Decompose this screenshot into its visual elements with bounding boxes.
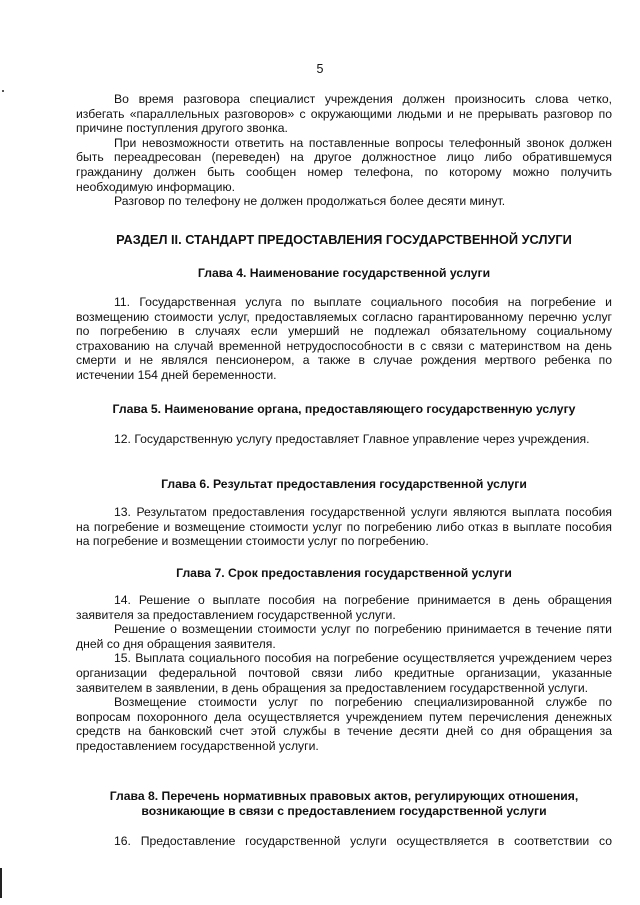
chapter-8-title-line2: возникающие в связи с предоставлением государственной услуги: [141, 804, 547, 818]
paragraph-14: 14. Решение о выплате пособия на погребение принимается в день обращения заявителя за предоставлением государственной услуги.: [76, 593, 612, 622]
paragraph: При невозможности ответить на поставленные вопросы телефонный звонок должен быть переадресован (переведен) на другое должностное лицо либо обратившемуся гражданину должен быть сообщен номер телефона, по которому можно получить необходимую информацию.: [76, 135, 612, 194]
chapter-6-title: Глава 6. Результат предоставления государственной услуги: [161, 477, 527, 491]
section-title: РАЗДЕЛ II. СТАНДАРТ ПРЕДОСТАВЛЕНИЯ ГОСУДАРСТВЕННОЙ УСЛУГИ: [116, 232, 572, 247]
scan-edge-line: [0, 868, 2, 898]
paragraph-speech: [76, 92, 612, 209]
chapter-5-title: Глава 5. Наименование органа, предоставляющего государственную услугу: [112, 402, 576, 416]
chapter-8-title: [76, 789, 612, 819]
paragraph-16: 16. Предоставление государственной услуги осуществляется в соответствии со: [114, 834, 612, 848]
paragraph: Возмещение стоимости услуг по погребению специализированной службе по вопросам похоронного дела осуществляется учреждением путем перечисления денежных средств на банковский счет этой службы в течение десяти дней со дня обращения за предоставлением государственной услуги.: [76, 695, 612, 753]
paragraph: Разговор по телефону не должен продолжаться более десяти минут.: [114, 194, 506, 209]
paragraph-13: 13. Результатом предоставления государственной услуги являются выплата пособия на погребение и возмещение стоимости услуг по погребению либо отказ в выплате пособия на погребение и возмещении стоимости услуг по погребению.: [76, 505, 612, 549]
paragraph: Во время разговора специалист учреждения должен произносить слова четко, избегать «параллельных разговоров» с окружающими людьми и не прерывать разговор по причине поступления другого звонка.: [76, 92, 612, 136]
chapter-4-title: Глава 4. Наименование государственной услуги: [197, 266, 491, 280]
paragraph-12: 12. Государственную услугу предоставляет Главное управление через учреждения.: [114, 432, 590, 446]
page-number: 5: [316, 62, 324, 76]
paragraph: Решение о возмещении стоимости услуг по погребению принимается в течение пяти дней со дня обращения заявителя.: [76, 622, 612, 651]
chapter-7-title: Глава 7. Срок предоставления государственной услуги: [176, 566, 512, 580]
scan-mark: [2, 90, 4, 92]
paragraph-11: 11. Государственная услуга по выплате социального пособия на погребение и возмещению стоимости услуг, предоставляемых согласно гарантированному перечню услуг по погребению в случаях если умерший не подлежал обязательному социальному страхованию на случай временной нетрудоспособности в с связи с материнством на день смерти и не являлся пенсионером, а также в случае рождения мертвого ребенка по истечении 154 дней беременности.: [76, 295, 612, 382]
chapter-8-title-line1: Глава 8. Перечень нормативных правовых актов, регулирующих отношения,: [109, 789, 579, 803]
paragraph-15: 15. Выплата социального пособия на погребение осуществляется учреждением через организации федеральной почтовой связи либо кредитные организации, указанные заявителем в заявлении, в день обращения за предоставлением государственной услуги.: [76, 651, 612, 695]
